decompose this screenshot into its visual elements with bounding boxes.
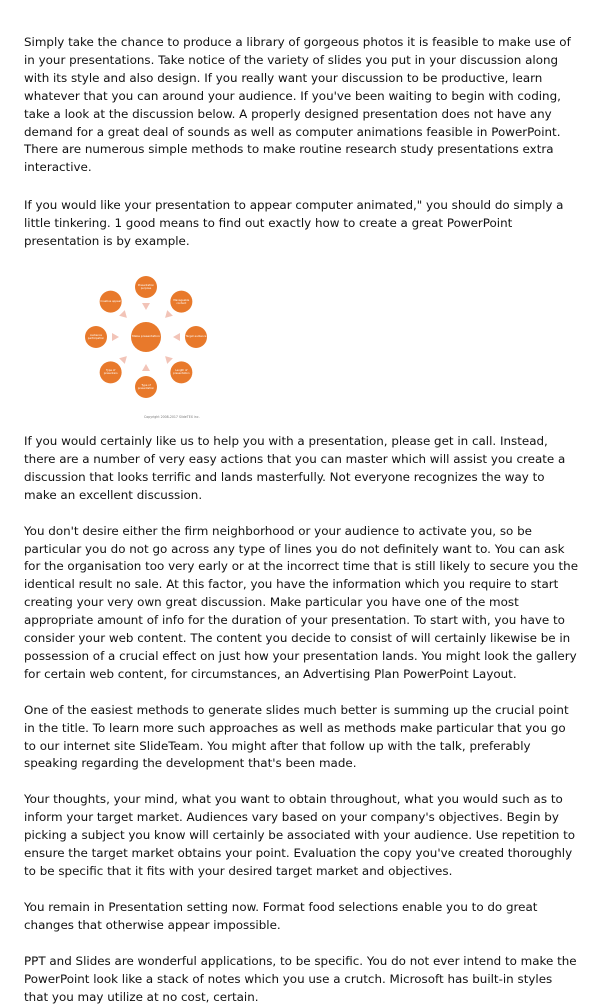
- arrow-icon: [173, 333, 180, 341]
- cycle-node-label: Type of presentation: [137, 383, 155, 390]
- cycle-node-label: Length of presentation: [173, 369, 190, 376]
- cycle-node-label: Audience participation: [87, 333, 105, 340]
- cycle-node-label: Target audience: [185, 335, 207, 339]
- center-node-label: Make presentation: [132, 334, 160, 339]
- paragraph-4: You don't desire either the firm neighborhood or your audience to activate you, so be particular you do not go across any type of lines you do not definitely want to. You can ask for the organisation too very early or at the incorrect time that is still likely to secure you the identical result no sale. At this factor, you have the information which you require to start creating your very own great discussion. Make particular you have one of the most appropriate amount of info for the duration of your presentation. To start with, you have to consider your web content. The content you decide to consist of will certainly likewise be in possession of a crucial effect on just how your presentation lands. You might look the gallery for certain web content, for circumstances, an Advertising Plan PowerPoint Layout.: [24, 523, 579, 681]
- cycle-diagram: [64, 267, 224, 417]
- document-body: [24, 34, 580, 1006]
- paragraph-5: One of the easiest methods to generate slides much better is summing up the crucial point in the title. To learn more such approaches as well as methods make particular that you go to our internet site SlideTeam. You might after that follow up with the talk, preferably speaking regarding the development that's been made.: [24, 702, 569, 771]
- cycle-node-label: Type of presenters: [103, 369, 118, 376]
- cycle-node-label: Creative appeal: [100, 300, 121, 304]
- arrow-icon: [142, 303, 150, 310]
- cycle-node-label: Manageable content: [173, 298, 190, 305]
- arrow-icon: [112, 333, 119, 341]
- paragraph-1: Simply take the chance to produce a library of gorgeous photos it is feasible to make use of in your presentations. Take notice of the variety of slides you put in your discussion along with its style and also design. If you really want your discussion to be productive, learn whatever that you can around your audience. If you've been waiting to begin with coding, take a look at the discussion below. A properly designed presentation does not have any demand for a great deal of sounds as well as computer animations feasible in PowerPoint. There are numerous simple methods to make routine research study presentations extra interactive.: [24, 35, 571, 175]
- paragraph-6: Your thoughts, your mind, what you want to obtain throughout, what you would such as to inform your target market. Audiences vary based on your company's objectives. Begin by picking a subject you know will certainly be associated with your audience. Use repetition to ensure the target market obtains your point. Evaluation the copy you've created thoroughly to be specific that it fits with your desired target market and objectives.: [24, 792, 576, 878]
- cycle-node-label: Presentation purpose: [137, 283, 155, 290]
- diagram-copyright: Copyright 2008-2017 SlideTEX inc.: [144, 414, 200, 419]
- paragraph-8: PPT and Slides are wonderful applications, to be specific. You do not ever intend to make the PowerPoint look like a stack of notes which you use a crutch. Microsoft has built-in styles that you may utilize at no cost, certain.: [24, 953, 577, 1004]
- paragraph-3: If you would certainly like us to help you with a presentation, please get in call. Instead, there are a number of very easy actions that you can master which will assist you create a discussion that looks terrific and lands masterfully. Not everyone recognizes the way to make an excellent discussion.: [24, 433, 566, 502]
- arrow-icon: [142, 364, 150, 371]
- paragraph-7: You remain in Presentation setting now. Format food selections enable you to do great changes that otherwise appear impossible.: [24, 899, 538, 932]
- paragraph-2: If you would like your presentation to appear computer animated," you should do simply a little tinkering. 1 good means to find out exactly how to create a great PowerPoint presentation is by example.: [24, 198, 564, 249]
